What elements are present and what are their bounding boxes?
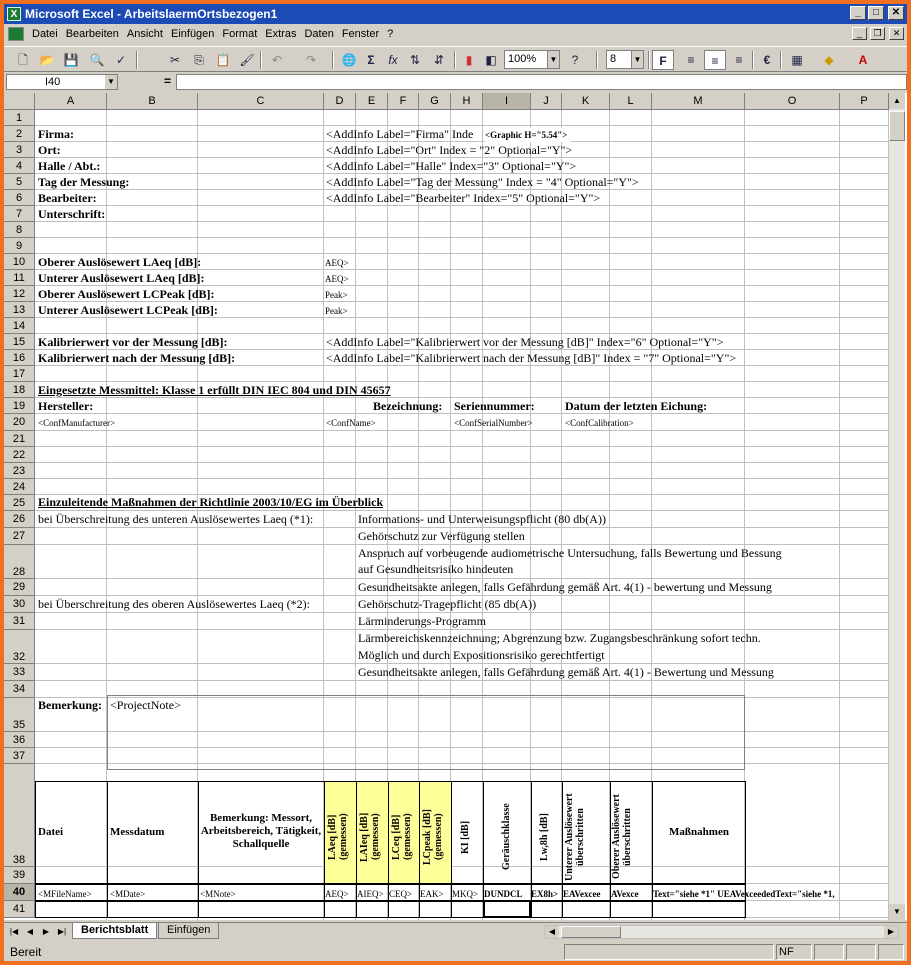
menu-bar: [4, 24, 907, 44]
cell-d39[interactable]: AEQ>: [325, 889, 349, 899]
redo-icon[interactable]: ↷: [305, 53, 317, 67]
cell-e28-line2[interactable]: auf Gesundheitsrisiko hindeuten: [358, 562, 514, 576]
cell-d13[interactable]: Peak>: [325, 306, 348, 316]
hyperlink-icon[interactable]: 🌐: [341, 53, 357, 67]
bold-button[interactable]: F: [652, 50, 674, 70]
column-header-f[interactable]: F: [388, 93, 419, 110]
cell-e39[interactable]: AIEQ>: [357, 889, 384, 899]
menu-bearbeiten[interactable]: Bearbeiten: [65, 28, 119, 40]
hscroll-thumb[interactable]: [561, 926, 621, 938]
row-header-3[interactable]: 3: [4, 142, 35, 158]
new-icon[interactable]: 🗋: [18, 53, 28, 67]
row-header-15[interactable]: 15: [4, 334, 35, 350]
column-header-h[interactable]: H: [451, 93, 483, 110]
cell-d2[interactable]: <AddInfo Label="Firma" Inde: [326, 127, 474, 141]
row-header-1[interactable]: 1: [4, 110, 35, 126]
font-size-select[interactable]: 8 ▼: [606, 50, 644, 69]
row-header-32[interactable]: 32: [4, 630, 35, 664]
row-header-9[interactable]: 9: [4, 238, 35, 254]
column-header-j[interactable]: J: [531, 93, 562, 110]
cell-a11[interactable]: Unterer Auslösewert LAeq [dB]:: [38, 271, 205, 285]
cell-d12[interactable]: Peak>: [325, 290, 348, 300]
cell-b35[interactable]: <ProjectNote>: [110, 698, 181, 712]
cell-a13[interactable]: Unterer Auslösewert LCPeak [dB]:: [38, 303, 218, 317]
header-massnahmen: Maßnahmen: [669, 826, 729, 838]
cell-a12[interactable]: Oberer Auslösewert LCPeak [dB]:: [38, 287, 215, 301]
formula-bar: [4, 73, 907, 91]
row-header-28[interactable]: 28: [4, 545, 35, 579]
doc-close-icon[interactable]: ✕: [889, 27, 904, 40]
column-header-e[interactable]: E: [356, 93, 388, 110]
menu-einfuegen[interactable]: Einfügen: [170, 28, 215, 40]
scroll-left-icon[interactable]: ◀: [545, 926, 559, 938]
zoom-select[interactable]: 100% ▼: [504, 50, 560, 69]
header-laieq: LAIeq [dB] (gemessen): [359, 812, 381, 862]
sort-ascending-icon[interactable]: ⇅: [409, 53, 421, 67]
column-header-d[interactable]: D: [324, 93, 356, 110]
row-header-35[interactable]: 35: [4, 698, 35, 732]
row-header-2[interactable]: 2: [4, 126, 35, 142]
row-header-38[interactable]: 38: [4, 764, 35, 867]
row-header-13[interactable]: 13: [4, 302, 35, 318]
cell-e29[interactable]: Gesundheitsakte anlegen, falls Gefährdung gemäß Art. 4(1) - bewertung und Messung: [358, 580, 772, 594]
header-unterer: Unterer Auslösewert überschritten: [564, 793, 586, 881]
cell-d19[interactable]: Bezeichnung:: [373, 399, 443, 413]
sort-descending-icon[interactable]: ⇵: [433, 53, 445, 67]
row-header-20[interactable]: 20: [4, 414, 35, 431]
active-cell-i40[interactable]: [483, 900, 531, 918]
align-right-icon[interactable]: ≡: [735, 53, 743, 67]
cell-a5[interactable]: Tag der Messung:: [38, 175, 130, 189]
doc-restore-icon[interactable]: ❐: [870, 27, 885, 40]
cell-a39[interactable]: <MFileName>: [38, 889, 92, 899]
chevron-down-icon[interactable]: ▼: [105, 75, 117, 89]
column-header-g[interactable]: G: [419, 93, 451, 110]
maximize-icon[interactable]: □: [868, 6, 884, 20]
select-all-corner[interactable]: [4, 93, 35, 110]
row-header-5[interactable]: 5: [4, 174, 35, 190]
menu-extras[interactable]: Extras: [265, 28, 297, 40]
save-icon[interactable]: 💾: [63, 53, 79, 67]
header-laeq: LAeq [dB] (gemessen): [327, 813, 349, 861]
cell-m39[interactable]: Text="siehe *1" UEAVexceededText="siehe *1,: [653, 889, 835, 899]
prev-sheet-icon[interactable]: ◀: [26, 927, 34, 936]
row-header-17[interactable]: 17: [4, 366, 35, 382]
cell-e28-line1[interactable]: Anspruch auf vorbeugende audiometrische Untersuchung, falls Bewertung und Bessung: [358, 546, 782, 560]
scroll-up-icon[interactable]: ▲: [889, 93, 905, 109]
cell-d20[interactable]: <ConfName>: [326, 418, 376, 428]
cell-e33[interactable]: Gesundheitsakte anlegen, falls Gefährdung gemäß Art. 4(1) - Bewertung und Messung: [358, 665, 774, 679]
title-bar: [4, 4, 907, 24]
status-bar: [4, 942, 907, 963]
column-header-k[interactable]: K: [562, 93, 610, 110]
row-header-27[interactable]: 27: [4, 528, 35, 545]
row-header-39[interactable]: 39: [4, 867, 35, 884]
cell-a35[interactable]: Bemerkung:: [38, 698, 102, 712]
cell-e32-line2[interactable]: Möglich und durch Expositionsrisiko gerechtfertigt: [358, 648, 605, 662]
cell-a16[interactable]: Kalibrierwert nach der Messung [dB]:: [38, 351, 236, 365]
column-header-i[interactable]: I: [483, 93, 531, 110]
chevron-down-icon[interactable]: ▼: [547, 51, 559, 68]
cell-a10[interactable]: Oberer Auslösewert LAeq [dB]:: [38, 255, 202, 269]
row-header-8[interactable]: 8: [4, 222, 35, 238]
header-messdatum: Messdatum: [110, 826, 165, 838]
formula-equals[interactable]: =: [164, 74, 172, 88]
header-oberer: Oberer Auslösewert überschritten: [611, 794, 633, 880]
font-color-icon[interactable]: A: [858, 53, 868, 67]
close-icon[interactable]: ✕: [888, 6, 904, 20]
cell-a19[interactable]: Hersteller:: [38, 399, 94, 413]
row-header-30[interactable]: 30: [4, 596, 35, 613]
cell-c39[interactable]: <MNote>: [200, 889, 236, 899]
row-header-21[interactable]: 21: [4, 431, 35, 447]
column-header-l[interactable]: L: [610, 93, 652, 110]
copy-icon[interactable]: ⎘: [194, 53, 204, 67]
cell-a20[interactable]: <ConfManufacturer>: [38, 418, 116, 428]
row-header-4[interactable]: 4: [4, 158, 35, 174]
row-header-33[interactable]: 33: [4, 664, 35, 681]
cell-j39[interactable]: EX8h>: [531, 889, 559, 899]
row-header-19[interactable]: 19: [4, 398, 35, 414]
header-lceq: LCeq [dB] (gemessen): [391, 813, 413, 861]
cell-a6[interactable]: Bearbeiter:: [38, 191, 97, 205]
window-title: Microsoft Excel - ArbeitslaermOrtsbezogen1: [25, 7, 278, 21]
cell-a7[interactable]: Unterschrift:: [38, 207, 106, 221]
cell-h20[interactable]: <ConfSerialNumber>: [454, 418, 533, 428]
header-bemerkung: Bemerkung: Messort, Arbeitsbereich, Tätigkeit, Schallquelle: [200, 812, 322, 850]
cell-i2[interactable]: <Graphic H="5.54">: [485, 128, 571, 142]
row-header-41[interactable]: 41: [4, 901, 35, 918]
row-header-29[interactable]: 29: [4, 579, 35, 596]
row-header-12[interactable]: 12: [4, 286, 35, 302]
cell-a25[interactable]: Einzuleitende Maßnahmen der Richtlinie 2003/10/EG im Überblick: [38, 495, 384, 509]
column-header-c[interactable]: C: [198, 93, 324, 110]
column-header-p[interactable]: P: [840, 93, 889, 110]
borders-icon[interactable]: ▦: [791, 53, 803, 67]
open-icon[interactable]: 📂: [39, 53, 55, 67]
row-header-34[interactable]: 34: [4, 681, 35, 698]
cell-a3[interactable]: Ort:: [38, 143, 61, 157]
row-header-23[interactable]: 23: [4, 463, 35, 479]
cell-k20[interactable]: <ConfCalibration>: [565, 418, 634, 428]
header-lcpeak: LCpeak [dB] (gemessen): [422, 809, 444, 865]
row-header-25[interactable]: 25: [4, 495, 35, 511]
row-header-14[interactable]: 14: [4, 318, 35, 334]
cell-d10[interactable]: AEQ>: [325, 258, 349, 268]
paste-icon[interactable]: 📋: [215, 53, 231, 67]
row-header-22[interactable]: 22: [4, 447, 35, 463]
menu-format[interactable]: Format: [222, 28, 258, 40]
cell-e32-line1[interactable]: Lärmbereichskennzeichnung; Abgrenzung bzw. Zugangsbeschränkung sofort techn.: [358, 631, 761, 645]
cell-e26[interactable]: Informations- und Unterweisungspflicht (80 db(A)): [358, 512, 606, 526]
function-icon[interactable]: fx: [388, 53, 398, 67]
row-header-36[interactable]: 36: [4, 732, 35, 748]
workbook-icon[interactable]: [8, 27, 24, 41]
currency-icon[interactable]: €: [763, 53, 771, 67]
numlock-indicator: NF: [776, 944, 812, 960]
row-header-7[interactable]: 7: [4, 206, 35, 222]
menu-fenster[interactable]: Fenster: [341, 28, 380, 40]
cell-a2[interactable]: Firma:: [38, 127, 74, 141]
menu-ansicht[interactable]: Ansicht: [126, 28, 163, 40]
row-header-26[interactable]: 26: [4, 511, 35, 528]
column-header-m[interactable]: M: [652, 93, 745, 110]
scroll-down-icon[interactable]: ▼: [889, 904, 905, 920]
cell-h39[interactable]: MKQ>: [452, 889, 479, 899]
align-left-icon[interactable]: ≡: [687, 53, 695, 67]
format-painter-icon[interactable]: 🖌: [239, 53, 255, 67]
menu-daten[interactable]: Daten: [304, 28, 334, 40]
cell-d3[interactable]: <AddInfo Label="Ort" Index = "2" Optional="Y">: [326, 143, 573, 157]
minimize-icon[interactable]: _: [850, 6, 866, 20]
cell-g39[interactable]: EAK>: [420, 889, 444, 899]
chart-wizard-icon[interactable]: ▮: [465, 53, 473, 67]
header-geraeuschklasse: Geräuschklasse: [501, 803, 512, 871]
menu-help[interactable]: ?: [387, 28, 394, 40]
menu-datei[interactable]: Datei: [32, 28, 58, 40]
help-icon[interactable]: ?: [571, 53, 579, 67]
scroll-right-icon[interactable]: ▶: [884, 926, 898, 938]
row-header-16[interactable]: 16: [4, 350, 35, 366]
doc-minimize-icon[interactable]: _: [852, 27, 867, 40]
cell-i39[interactable]: DUNDCL: [484, 889, 523, 899]
last-sheet-icon[interactable]: ▶|: [57, 927, 67, 936]
undo-icon[interactable]: ↶: [271, 53, 283, 67]
cell-h19[interactable]: Seriennummer:: [454, 399, 535, 413]
cell-k19[interactable]: Datum der letzten Eichung:: [565, 399, 708, 413]
cell-d6[interactable]: <AddInfo Label="Bearbeiter" Index="5" Optional="Y">: [326, 191, 601, 205]
cell-d16[interactable]: <AddInfo Label="Kalibrierwert nach der Messung [dB]" Index = "7" Optional="Y">: [326, 351, 737, 365]
row-header-24[interactable]: 24: [4, 479, 35, 495]
first-sheet-icon[interactable]: |◀: [9, 927, 19, 936]
row-header-11[interactable]: 11: [4, 270, 35, 286]
column-header-o[interactable]: O: [745, 93, 840, 110]
next-sheet-icon[interactable]: ▶: [42, 927, 50, 936]
chevron-down-icon[interactable]: ▼: [631, 51, 643, 68]
header-ki: KI [dB]: [460, 820, 471, 854]
cell-d5[interactable]: <AddInfo Label="Tag der Messung" Index = "4" Optional="Y">: [326, 175, 639, 189]
drawing-icon[interactable]: ◧: [485, 53, 497, 67]
fill-color-icon[interactable]: ◆: [824, 53, 834, 67]
row-header-31[interactable]: 31: [4, 613, 35, 630]
standard-toolbar: [4, 46, 907, 72]
cut-icon[interactable]: ✂: [169, 53, 181, 67]
spelling-icon[interactable]: ✓: [115, 53, 127, 67]
cell-k39[interactable]: EAVexcee: [563, 889, 601, 899]
row-header-37[interactable]: 37: [4, 748, 35, 764]
cell-d15[interactable]: <AddInfo Label="Kalibrierwert vor der Messung [dB]" Index="6" Optional="Y">: [326, 335, 724, 349]
cell-e27[interactable]: Gehörschutz zur Verfügung stellen: [358, 529, 525, 543]
tab-berichtsblatt[interactable]: Berichtsblatt: [72, 923, 157, 939]
row-header-10[interactable]: 10: [4, 254, 35, 270]
formula-input[interactable]: [176, 74, 907, 90]
column-header-b[interactable]: B: [107, 93, 198, 110]
row-header-18[interactable]: 18: [4, 382, 35, 398]
cell-f39[interactable]: CEQ>: [389, 889, 413, 899]
row-header-6[interactable]: 6: [4, 190, 35, 206]
excel-app-icon[interactable]: X: [7, 7, 21, 21]
cell-b39[interactable]: <MDate>: [110, 889, 146, 899]
autosum-icon[interactable]: Σ: [367, 53, 375, 67]
tab-einfuegen[interactable]: Einfügen: [158, 923, 219, 939]
cell-e30[interactable]: Gehörschutz-Tragepflicht (85 db(A)): [358, 597, 537, 611]
cell-a30[interactable]: bei Überschreitung des oberen Auslösewertes Laeq (*2):: [38, 597, 310, 611]
align-center-icon[interactable]: ≡: [704, 50, 726, 70]
cell-d11[interactable]: AEQ>: [325, 274, 349, 284]
scroll-thumb[interactable]: [889, 111, 905, 141]
cell-l39[interactable]: AVexce: [611, 889, 639, 899]
cell-a15[interactable]: Kalibrierwert vor der Messung [dB]:: [38, 335, 228, 349]
row-header-40[interactable]: 40: [4, 884, 35, 901]
header-datei: Datei: [38, 826, 64, 838]
cell-a18[interactable]: Eingesetzte Messmittel: Klasse 1 erfüllt DIN IEC 804 und DIN 45657: [38, 383, 391, 397]
worksheet-grid[interactable]: [4, 93, 907, 920]
column-header-a[interactable]: A: [35, 93, 107, 110]
cell-d4[interactable]: <AddInfo Label="Halle" Index="3" Optional="Y">: [326, 159, 577, 173]
cell-a26[interactable]: bei Überschreitung des unteren Auslösewertes Laeq (*1):: [38, 512, 314, 526]
cell-e31[interactable]: Lärminderungs-Programm: [358, 614, 486, 628]
horizontal-scrollbar[interactable]: [544, 925, 899, 939]
header-lw8h: Lw,8h [dB]: [539, 813, 550, 861]
status-text: Bereit: [10, 945, 42, 959]
vertical-scrollbar[interactable]: [889, 93, 905, 920]
name-box[interactable]: I40 ▼: [6, 74, 118, 90]
cell-a4[interactable]: Halle / Abt.:: [38, 159, 101, 173]
print-preview-icon[interactable]: 🔍: [89, 53, 105, 67]
